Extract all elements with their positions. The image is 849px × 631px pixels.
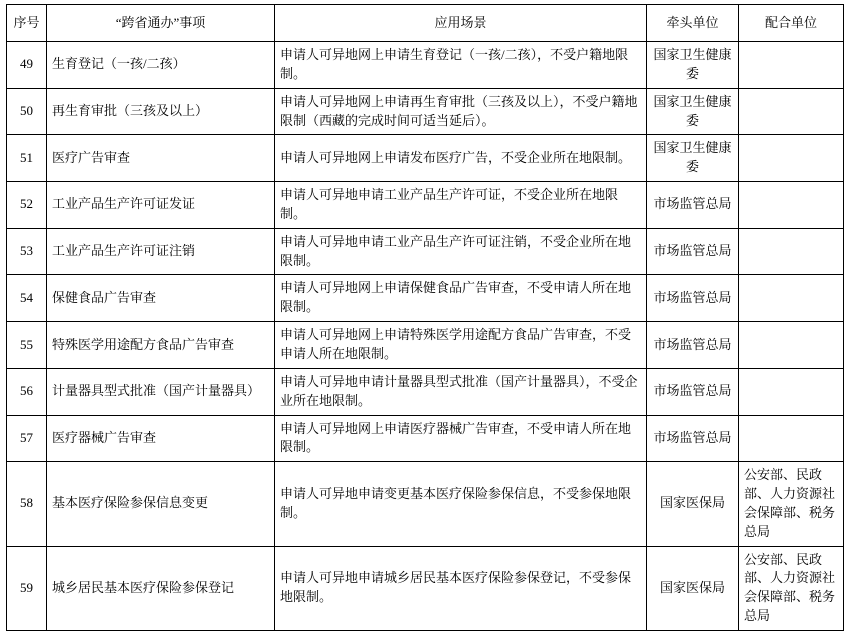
cell-seq: 49 (7, 42, 47, 89)
cell-lead: 国家卫生健康委 (647, 42, 739, 89)
cell-coop: 公安部、民政部、人力资源社会保障部、税务总局 (739, 546, 844, 630)
cell-seq: 55 (7, 322, 47, 369)
table-row (7, 462, 844, 546)
cell-scene: 申请人可异地申请工业产品生产许可证，不受企业所在地限制。 (275, 182, 647, 229)
cell-scene: 申请人可异地申请城乡居民基本医疗保险参保登记，不受参保地限制。 (275, 546, 647, 630)
cell-seq: 57 (7, 415, 47, 462)
column-header-scene: 应用场景 (275, 5, 647, 42)
table-row (7, 546, 844, 630)
cell-item: 城乡居民基本医疗保险参保登记 (47, 546, 275, 630)
cell-coop (739, 42, 844, 89)
cell-scene: 申请人可异地网上申请再生育审批（三孩及以上），不受户籍地限制（西藏的完成时间可适当延后）。 (275, 88, 647, 135)
table-header (7, 5, 844, 42)
cross-province-matters-table (6, 4, 844, 631)
cell-scene: 申请人可异地网上申请发布医疗广告，不受企业所在地限制。 (275, 135, 647, 182)
cell-seq: 52 (7, 182, 47, 229)
cell-coop (739, 228, 844, 275)
column-header-seq: 序号 (7, 5, 47, 42)
table-row (7, 42, 844, 89)
cell-coop (739, 182, 844, 229)
table-row (7, 322, 844, 369)
cell-item: 生育登记（一孩/二孩） (47, 42, 275, 89)
cell-seq: 51 (7, 135, 47, 182)
cell-scene: 申请人可异地网上申请保健食品广告审查，不受申请人所在地限制。 (275, 275, 647, 322)
cell-seq: 53 (7, 228, 47, 275)
column-header-item: “跨省通办”事项 (47, 5, 275, 42)
cell-seq: 54 (7, 275, 47, 322)
table-row (7, 228, 844, 275)
cell-coop (739, 322, 844, 369)
cell-lead: 市场监管总局 (647, 322, 739, 369)
table-row (7, 368, 844, 415)
cell-scene: 申请人可异地网上申请生育登记（一孩/二孩），不受户籍地限制。 (275, 42, 647, 89)
table-row (7, 182, 844, 229)
cell-lead: 市场监管总局 (647, 228, 739, 275)
cell-coop (739, 368, 844, 415)
cell-coop (739, 415, 844, 462)
cell-coop (739, 275, 844, 322)
cell-lead: 市场监管总局 (647, 368, 739, 415)
cell-scene: 申请人可异地申请工业产品生产许可证注销，不受企业所在地限制。 (275, 228, 647, 275)
cell-scene: 申请人可异地申请计量器具型式批准（国产计量器具），不受企业所在地限制。 (275, 368, 647, 415)
cell-item: 特殊医学用途配方食品广告审查 (47, 322, 275, 369)
cell-lead: 市场监管总局 (647, 415, 739, 462)
cell-scene: 申请人可异地网上申请特殊医学用途配方食品广告审查，不受申请人所在地限制。 (275, 322, 647, 369)
cell-lead: 国家医保局 (647, 462, 739, 546)
table-row (7, 135, 844, 182)
table-row (7, 275, 844, 322)
cell-item: 工业产品生产许可证注销 (47, 228, 275, 275)
cell-coop (739, 135, 844, 182)
cell-coop: 公安部、民政部、人力资源社会保障部、税务总局 (739, 462, 844, 546)
cell-item: 医疗器械广告审查 (47, 415, 275, 462)
cell-item: 计量器具型式批准（国产计量器具） (47, 368, 275, 415)
table-row (7, 88, 844, 135)
cell-item: 保健食品广告审查 (47, 275, 275, 322)
cell-lead: 国家卫生健康委 (647, 88, 739, 135)
cell-item: 医疗广告审查 (47, 135, 275, 182)
table-body (7, 42, 844, 631)
table-header-row (7, 5, 844, 42)
cell-lead: 市场监管总局 (647, 182, 739, 229)
cell-seq: 50 (7, 88, 47, 135)
column-header-coop: 配合单位 (739, 5, 844, 42)
cell-seq: 59 (7, 546, 47, 630)
column-header-lead: 牵头单位 (647, 5, 739, 42)
cell-item: 基本医疗保险参保信息变更 (47, 462, 275, 546)
cell-seq: 56 (7, 368, 47, 415)
cell-item: 再生育审批（三孩及以上） (47, 88, 275, 135)
cell-scene: 申请人可异地申请变更基本医疗保险参保信息，不受参保地限制。 (275, 462, 647, 546)
cell-lead: 市场监管总局 (647, 275, 739, 322)
cell-seq: 58 (7, 462, 47, 546)
cell-lead: 国家卫生健康委 (647, 135, 739, 182)
table-row (7, 415, 844, 462)
cell-lead: 国家医保局 (647, 546, 739, 630)
cell-coop (739, 88, 844, 135)
cell-item: 工业产品生产许可证发证 (47, 182, 275, 229)
cell-scene: 申请人可异地网上申请医疗器械广告审查，不受申请人所在地限制。 (275, 415, 647, 462)
